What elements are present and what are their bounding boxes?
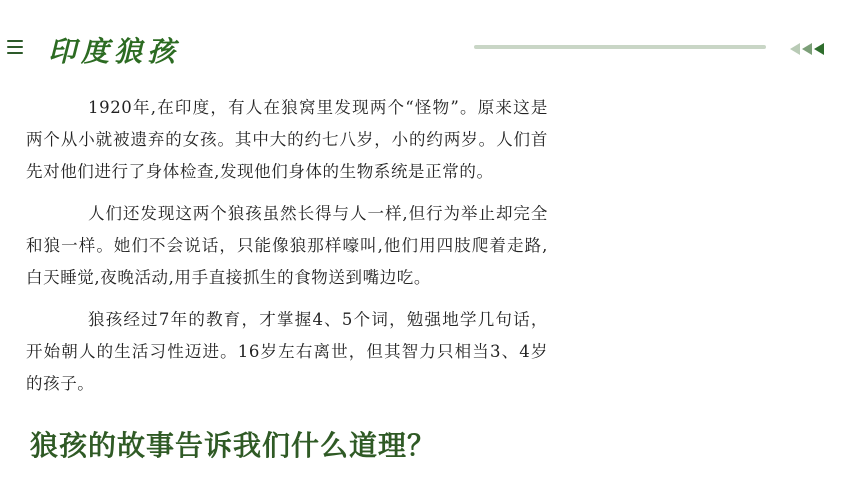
left-arrow-mid-icon xyxy=(802,43,812,55)
paragraph-2: 人们还发现这两个狼孩虽然长得与人一样,但行为举止却完全和狼一样。她们不会说话，只能像狼那样嚎叫,他们用四肢爬着走路,白天睡觉,夜晚活动,用手直接抓生的食物送到嘴边吃。 xyxy=(26,204,548,287)
menu-line xyxy=(7,40,23,42)
menu-line xyxy=(7,52,23,54)
header-divider-bar xyxy=(474,45,766,49)
question-heading: 狼孩的故事告诉我们什么道理？ xyxy=(30,429,437,462)
story-text xyxy=(26,92,548,410)
paragraph-3: 狼孩经过7年的教育，才掌握4、5个词，勉强地学几句话，开始朝人的生活习性迈进。16岁左右离世，但其智力只相当3、4岁的孩子。 xyxy=(26,310,548,393)
left-arrow-light-icon xyxy=(790,43,800,55)
left-arrow-dark-icon xyxy=(814,43,824,55)
paragraph-1: 1920年,在印度，有人在狼窝里发现两个“怪物”。原来这是两个从小就被遗弃的女孩。其中大的约七八岁，小的约两岁。人们首先对他们进行了身体检查,发现他们身体的生物系统是正常的。 xyxy=(26,98,548,181)
hamburger-menu-icon[interactable] xyxy=(7,40,23,54)
page-title: 印度狼孩 xyxy=(48,35,181,68)
triple-left-arrow-icon[interactable] xyxy=(790,43,824,55)
menu-line xyxy=(7,46,23,48)
